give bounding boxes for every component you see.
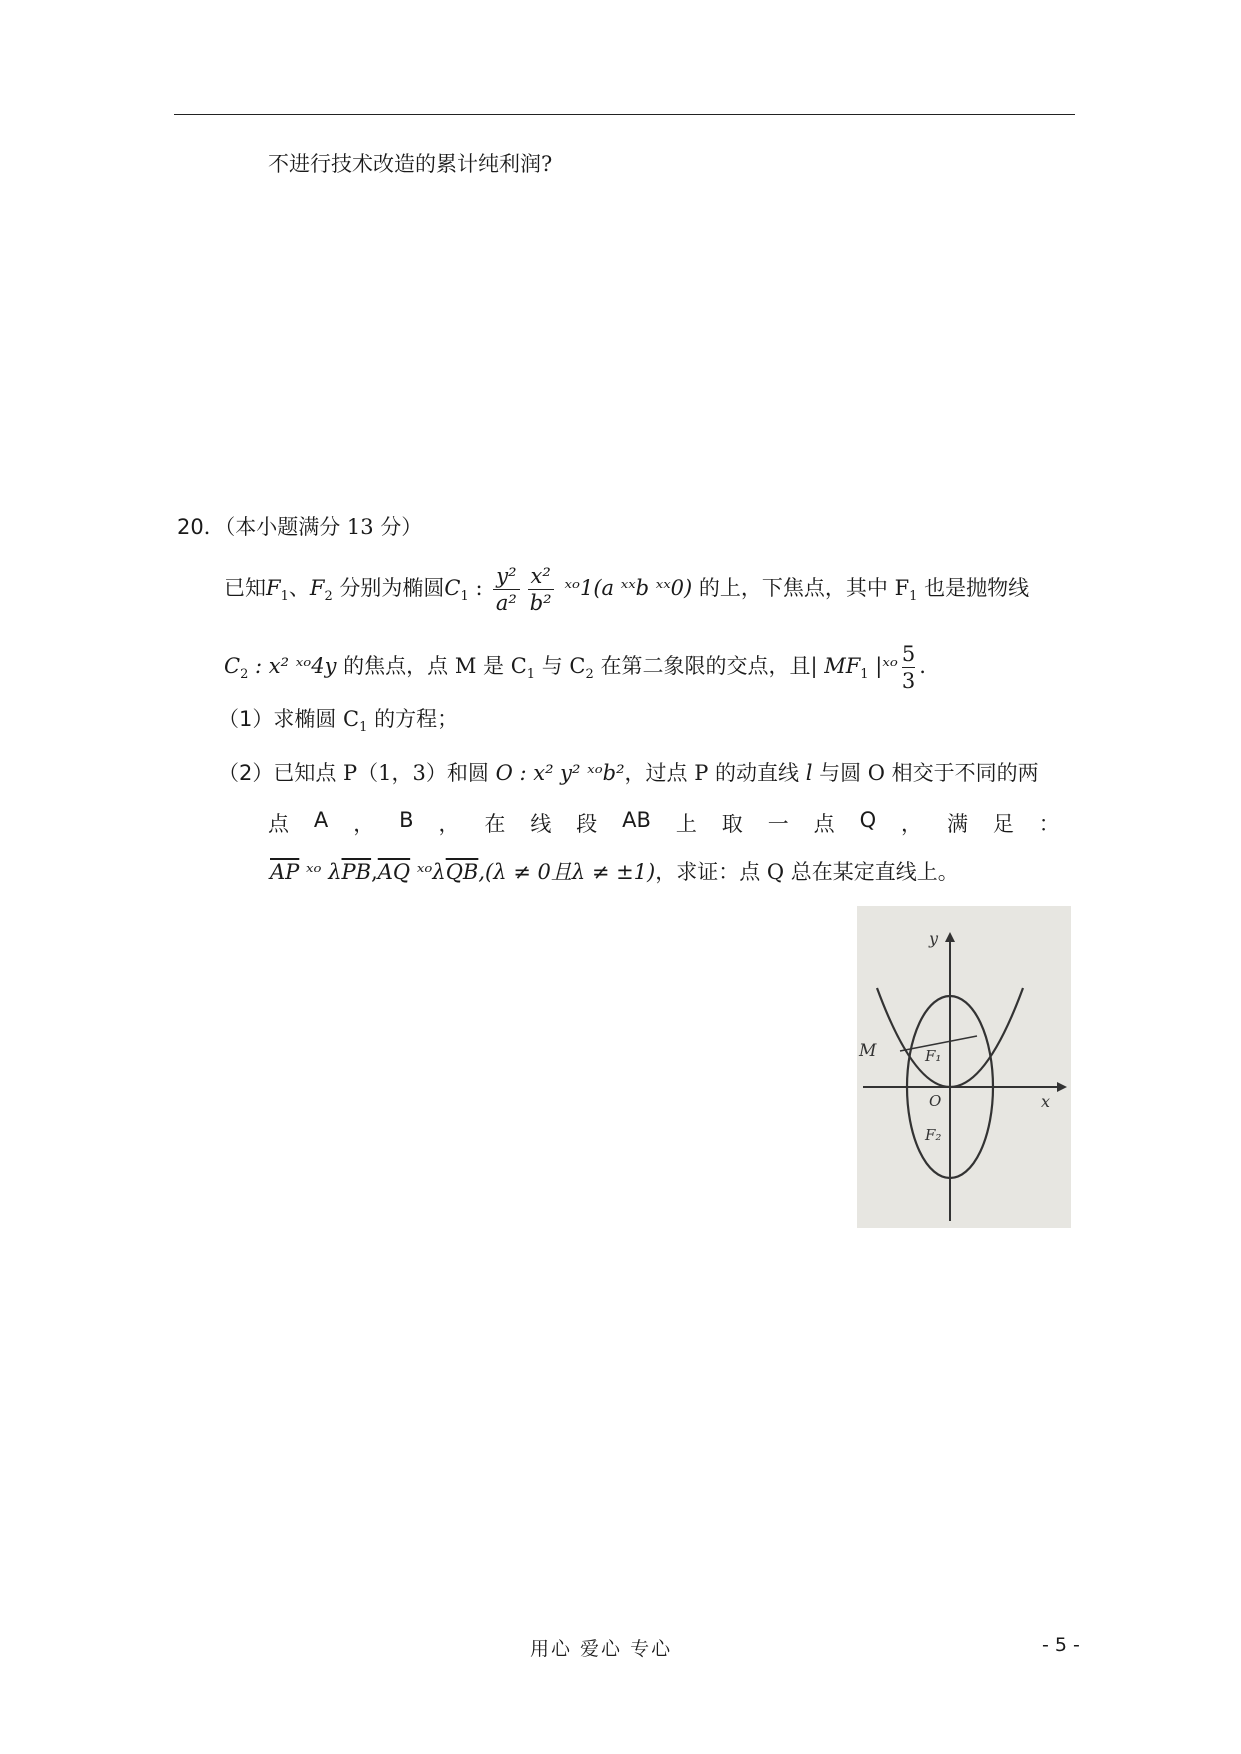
fraction-numerator: x² (528, 563, 554, 590)
ellipse-parabola-figure (857, 906, 1071, 1228)
vector-ap: $\overline{AP}$ (270, 860, 300, 884)
char: ， (901, 812, 923, 836)
char: 满 (946, 812, 968, 836)
continuation-text: 不进行技术改造的累计纯利润? (268, 152, 553, 176)
m-label: M (859, 1041, 877, 1061)
sub-1: 1 (359, 720, 368, 736)
sub-f1: 1 (909, 589, 918, 605)
part-2-line-1 (218, 759, 1039, 787)
char: B (399, 808, 414, 832)
sub-1: 1 (860, 667, 869, 683)
text-foci: 的上，下焦点，其中 F (692, 576, 910, 600)
y-axis-label: y (929, 929, 939, 948)
var-f2: F (309, 576, 325, 600)
char: 足 (992, 812, 1014, 836)
char: 段 (576, 812, 598, 836)
origin-label: O (929, 1092, 942, 1110)
text-intersection: 在第二象限的交点，且 (593, 654, 811, 678)
var-l: l (799, 761, 820, 785)
part-2-text-b: ，过点 P 的动直线 (624, 761, 800, 785)
text-comma: 、 (288, 576, 310, 600)
char: ： (1038, 812, 1060, 836)
problem-heading (177, 513, 422, 541)
text-known: 已知 (224, 576, 266, 600)
char: 点 (813, 812, 835, 836)
problem-number: 20． (177, 515, 225, 539)
text-and: 与 C (535, 654, 586, 678)
page-number: - 5 - (1042, 1634, 1080, 1656)
f2-label: F₂ (925, 1126, 942, 1144)
circle-equation: : x² y² ˣᵒb² (512, 761, 625, 785)
parabola-equation: : x² ˣᵒ4y (248, 654, 337, 678)
lambda-condition: ,(λ ≠ 0且λ ≠ ±1) (478, 860, 656, 884)
lambda-2: ˣᵒλ (410, 860, 446, 884)
vector-aq: $\overline{AQ}$ (377, 860, 411, 884)
char: 上 (675, 812, 697, 836)
fraction-numerator: y² (493, 563, 519, 590)
problem-line-2 (224, 636, 926, 705)
fraction-numerator: 5 (901, 642, 916, 666)
part-2-label: （2） (218, 761, 274, 785)
part-2-text-c: 与圆 O 相交于不同的两 (819, 761, 1039, 785)
part-2-text-a: 已知点 P（1，3）和圆 (273, 761, 489, 785)
problem-line-1 (224, 558, 1029, 627)
text-parabola: 也是抛物线 (917, 576, 1030, 600)
char: 一 (767, 812, 789, 836)
sub-c2: 2 (240, 667, 249, 683)
char: 在 (484, 812, 506, 836)
var-o: O (488, 761, 513, 785)
sub-1: 1 (280, 589, 289, 605)
char: 取 (721, 812, 743, 836)
footer-slogan: 用心 爱心 专心 (530, 1638, 673, 1660)
var-f1: F (266, 576, 281, 600)
char: ， (353, 812, 375, 836)
vector-pb: $\overline{PB}$ (341, 860, 372, 884)
fraction-denominator: 3 (901, 669, 916, 693)
part-1 (218, 705, 458, 742)
colon: : (468, 576, 490, 600)
part-1-text-end: 的方程； (367, 707, 459, 731)
char: AB (622, 808, 651, 832)
fraction-5-3 (902, 641, 915, 694)
vector-qb: $\overline{QB}$ (445, 860, 479, 884)
var-c1: C (444, 576, 461, 600)
sub-2: 2 (585, 667, 594, 683)
text-ellipse: 分别为椭圆 (332, 576, 445, 600)
fraction-denominator: a² (495, 591, 517, 615)
figure-svg (857, 906, 1071, 1228)
var-c2: C (224, 654, 241, 678)
part-1-text: 求椭圆 C (273, 707, 360, 731)
fraction-y2-a2 (493, 563, 519, 616)
x-axis-label: x (1041, 1092, 1051, 1111)
sub-1: 1 (526, 667, 536, 683)
part-2-line-2 (268, 808, 1060, 838)
problem-score-note: （本小题满分 13 分） (224, 515, 423, 539)
equation-rhs: ˣᵒ1(a ˣˣb ˣˣ0) (557, 576, 693, 600)
text-focus-point: 的焦点，点 M 是 C (336, 654, 527, 678)
char: 线 (530, 812, 552, 836)
period: . (919, 654, 926, 678)
sub-2: 2 (324, 589, 333, 605)
lambda-1: ˣᵒ λ (299, 860, 342, 884)
abs-mf1: | MF (810, 654, 861, 678)
char: 点 (268, 812, 289, 836)
part-2-line-3 (270, 858, 959, 886)
char: A (313, 808, 329, 832)
y-axis-arrow (945, 932, 955, 942)
char: ， (438, 812, 460, 836)
fraction-denominator: b² (529, 591, 552, 615)
f1-label: F₁ (925, 1047, 942, 1065)
abs-close: |ˣᵒ (868, 654, 898, 678)
header-rule (174, 114, 1075, 115)
char: Q (859, 808, 877, 832)
x-axis-arrow (1057, 1082, 1067, 1092)
fraction-x2-b2 (528, 563, 554, 616)
part-1-label: （1） (218, 707, 274, 731)
sub-c1: 1 (460, 589, 469, 605)
comma: , (371, 860, 378, 884)
part-2-text-d: ，求证：点 Q 总在某定直线上。 (655, 860, 959, 884)
